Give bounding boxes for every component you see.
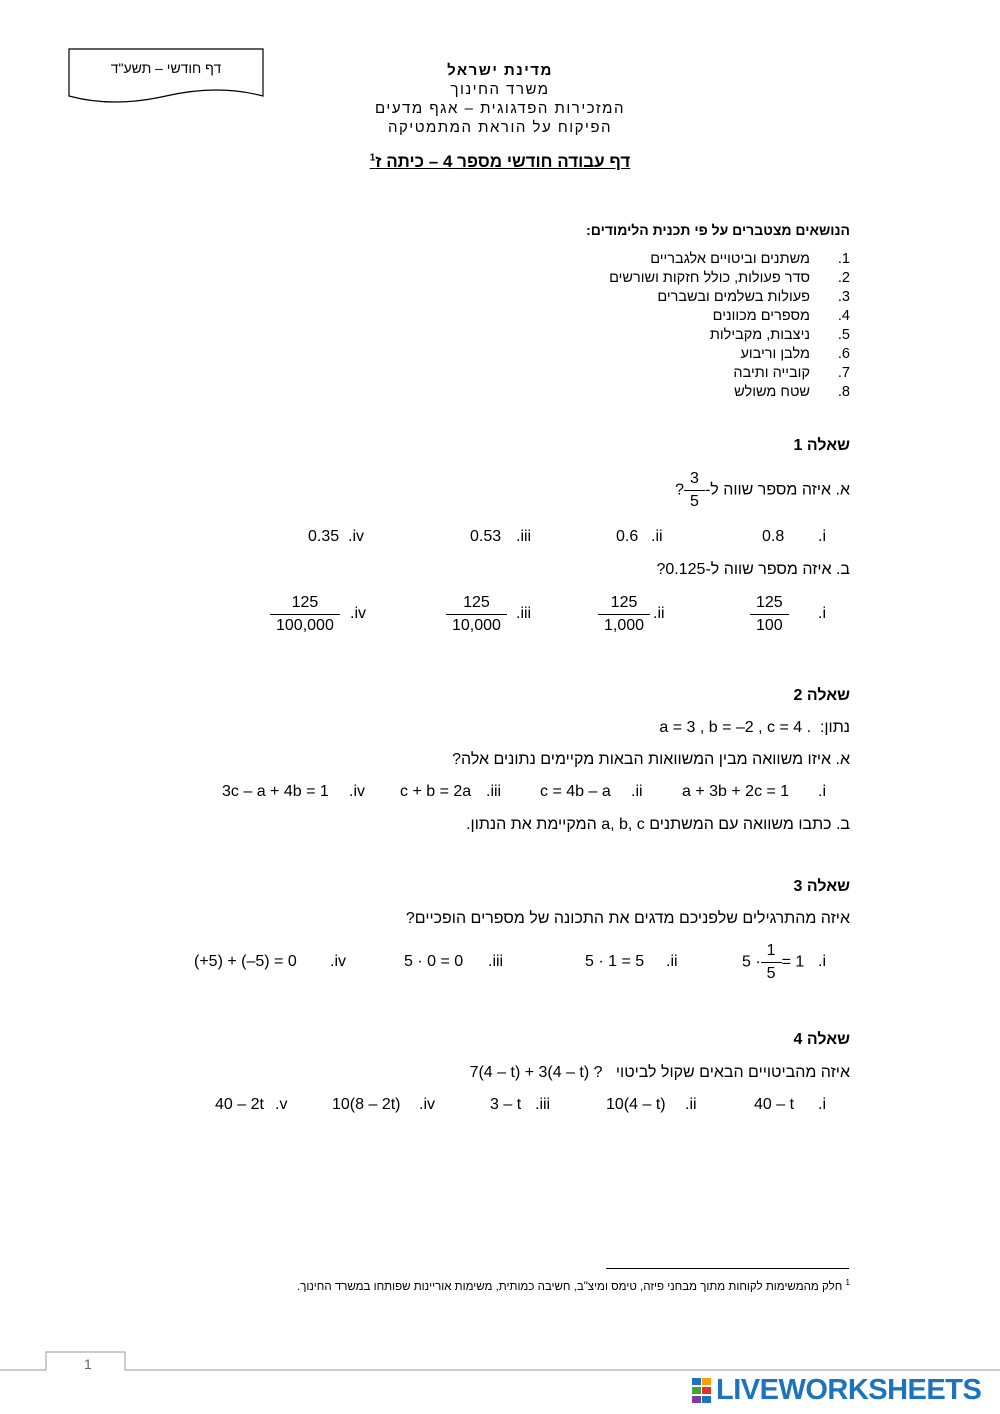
q2a-option-iii-value: c + b = 2a [400,783,472,800]
header-ministry-state: מדינת ישראל [447,62,553,79]
question-4-text: איזה מהביטויים הבאים שקול לביטוי 7(4 – t) + 3(4 – t) ? [469,1064,850,1081]
header-department: המזכירות הפדגוגית – אגף מדעים [375,100,625,117]
q1b-option-iii-label: .iii [516,605,532,622]
header-ministry-name: משרד החינוך [450,81,550,98]
q4-option-ii-value: 10(4 – t) [606,1096,666,1113]
q1a-option-iv-value: 0.35 [308,528,340,545]
q1b-option-i-fraction: $\frac{125}{100}$ [750,592,789,637]
question-2-given: נתון: a = 3 , b = –2 , c = 4 . [659,719,850,736]
q1a-option-iv-label: .iv [348,528,364,545]
q3-option-iv-label: .iv [330,953,346,970]
q1a-option-i-label: .i [818,528,826,545]
question-2b-text: ב. כתבו משוואה עם המשתנים a, b, c המקיימת את הנתון. [466,816,850,833]
header-supervision: הפיקוח על הוראת המתמטיקה [387,119,613,136]
question-3-title: שאלה 3 [793,878,850,895]
q1a-option-iii-label: .iii [516,528,532,545]
page-title: דף עבודה חודשי מספר 4 – כיתה ז$^1$ [369,152,631,171]
given-values: a = 3 , b = –2 , c = 4 . [659,719,812,736]
page-number: 1 [84,1356,92,1372]
q2a-option-ii-label: .ii [631,783,643,800]
question-4-expression: 7(4 – t) + 3(4 – t) ? [469,1064,603,1081]
q2a-option-iv-label: .iv [349,783,365,800]
topic-item: 1.משתנים וביטויים אלגבריים [650,251,850,267]
topic-item: 2.סדר פעולות, כולל חזקות ושורשים [609,270,850,286]
q3-option-ii-value: 5 · 1 = 5 [585,953,645,970]
q2a-option-iii-label: .iii [486,783,502,800]
fraction-three-fifths: $\frac{3}{5}$ [684,468,705,513]
q4-option-ii-label: .ii [685,1096,697,1113]
question-2a-text: א. איזו משוואה מבין המשוואות הבאות מקיימים נתונים אלה? [452,751,850,768]
q1b-option-iv-label: .iv [350,605,366,622]
q4-option-i-value: 40 – t [754,1096,795,1113]
question-2-title: שאלה 2 [793,687,850,704]
q4-option-iv-label: .iv [419,1096,435,1113]
header-banner-text: דף חודשי – תשע"ד [110,60,222,76]
q4-option-iii-value: 3 – t [490,1096,522,1113]
q2a-option-i-value: a + 3b + 2c = 1 [682,783,790,800]
q4-option-iii-label: .iii [535,1096,551,1113]
topic-item: 8.שטח משולש [734,384,850,400]
q3-option-i-value: 5 · $\frac{1}{5}$ = 1 [742,940,804,985]
q1a-option-ii-value: 0.6 [616,528,639,545]
q1a-option-i-value: 0.8 [762,528,785,545]
topics-heading: הנושאים מצטברים על פי תכנית הלימודים: [586,222,850,238]
q3-option-i-label: .i [818,953,826,970]
topic-item: 5.ניצבות, מקבילות [709,327,850,343]
q1a-option-iii-value: 0.53 [470,528,502,545]
q3-option-ii-label: .ii [666,953,678,970]
q4-option-iv-value: 10(8 – 2t) [332,1096,401,1113]
q1b-option-i-label: .i [818,605,826,622]
topic-item: 3.פעולות בשלמים ובשברים [657,289,850,305]
q2a-option-iv-value: 3c – a + 4b = 1 [222,783,329,800]
q1b-option-iv-fraction: $\frac{125}{100,000}$ [270,592,340,637]
liveworksheets-logo-icon [692,1378,712,1404]
q4-option-i-label: .i [818,1096,826,1113]
q3-option-iii-label: .iii [488,953,504,970]
q3-option-iii-value: 5 · 0 = 0 [404,953,464,970]
topic-item: 7.קובייה ותיבה [733,365,850,381]
q1a-option-ii-label: .ii [651,528,663,545]
question-4-title: שאלה 4 [793,1031,850,1048]
question-1b-text: ב. איזה מספר שווה ל-0.125? [656,561,850,578]
q2a-option-i-label: .i [818,783,826,800]
q1b-option-iii-fraction: $\frac{125}{10,000}$ [446,592,507,637]
footnote-divider [606,1268,849,1269]
q4-option-v-label: .v [275,1096,288,1113]
q2a-option-ii-value: c = 4b – a [540,783,611,800]
header-banner-shape [68,48,264,104]
question-3-text: איזה מהתרגילים שלפניכם מדגים את התכונה של מספרים הופכיים? [405,910,850,927]
question-1-title: שאלה 1 [793,437,850,454]
footnote: $^1$ חלק מהמשימות לקוחות מתוך מבחני פיזה, טימס ומיצ"ב, חשיבה כמותית, משימות אוריינות שפותחו במשרד החינוך. [297,1278,850,1293]
q1b-option-ii-label: .ii [653,605,665,622]
q3-option-iv-value: (+5) + (–5) = 0 [194,953,297,970]
page-footer-line [0,1346,1000,1372]
q1b-option-ii-fraction: $\frac{125}{1,000}$ [598,592,650,637]
topic-item: 4.מספרים מכוונים [712,308,850,324]
liveworksheets-logo-text: LIVEWORKSHEETS [716,1374,982,1406]
topic-item: 6.מלבן וריבוע [740,346,850,362]
question-1a-text: א. איזה מספר שווה ל- $\frac{3}{5}$ ? [675,468,850,513]
q4-option-v-value: 40 – 2t [215,1096,264,1113]
